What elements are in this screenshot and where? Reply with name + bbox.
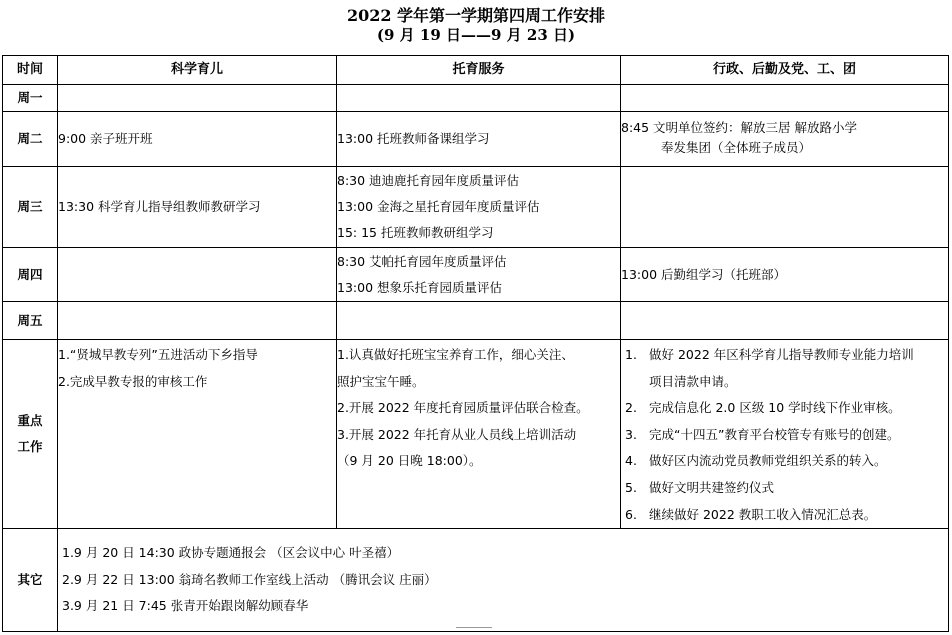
row-key-work	[3, 340, 949, 529]
entry: 奉发集团（全体班子成员）	[661, 140, 812, 155]
friday-science-cell	[58, 302, 337, 340]
entry: 13:30 科学育儿指导组教师教研学习	[58, 199, 261, 214]
day-label-monday: 周一	[3, 85, 58, 112]
list-text: 完成信息化 2.0 区级 10 学时线下作业审核。	[649, 400, 901, 416]
row-wednesday	[3, 167, 949, 248]
admin-list-item	[621, 342, 948, 369]
row-monday	[3, 85, 949, 112]
list-text: 做好 2022 年区科学育儿指导教师专业能力培训	[649, 347, 914, 362]
day-label-friday: 周五	[3, 302, 58, 340]
row-other	[3, 529, 949, 632]
list-text: 继续做好 2022 教职工收入情况汇总表。	[649, 506, 877, 522]
wednesday-science-cell	[58, 167, 337, 248]
schedule-table	[2, 55, 949, 632]
key-work-label	[3, 340, 58, 529]
other-item: 2.9 月 22 日 13:00 翁琦名教师工作室线上活动 （腾讯会议 庄丽）	[62, 571, 437, 587]
monday-science-cell	[58, 85, 337, 112]
row-tuesday	[3, 112, 949, 167]
day-label-thursday: 周四	[3, 248, 58, 302]
key-work-care-cell	[337, 340, 621, 529]
key-work-science-cell	[58, 340, 337, 529]
key-work-item: 照护宝宝午睡。	[337, 373, 425, 389]
day-label-tuesday: 周二	[3, 112, 58, 167]
other-label: 其它	[3, 529, 58, 632]
row-friday	[3, 302, 949, 340]
tuesday-science-cell	[58, 112, 337, 167]
other-items-cell	[58, 529, 949, 632]
list-number: 3.	[625, 426, 637, 442]
header-row	[3, 56, 949, 85]
entry: 13:00 想象乐托育园质量评估	[337, 279, 502, 295]
wednesday-care-cell	[337, 167, 621, 248]
entry: 13:00 后勤组学习（托班部）	[621, 266, 786, 282]
entry: 13:00 托班教师备课组学习	[337, 131, 490, 146]
monday-care-cell	[337, 85, 621, 112]
admin-list-item	[621, 422, 948, 449]
page-subtitle: (9 月 19 日——9 月 23 日)	[376, 26, 576, 44]
list-number: 4.	[625, 453, 637, 469]
list-number: 1.	[625, 347, 637, 362]
page-title: 2022 学年第一学期第四周工作安排	[346, 6, 606, 25]
thursday-admin-cell	[621, 248, 949, 302]
entry: 13:00 金海之星托育园年度质量评估	[337, 199, 540, 214]
thursday-science-cell	[58, 248, 337, 302]
key-work-label-line-2: 工作	[17, 439, 43, 455]
entry: 15: 15 托班教师教研组学习	[337, 225, 494, 240]
col-header-care: 托育服务	[337, 56, 621, 85]
col-header-admin: 行政、后勤及党、工、团	[621, 56, 949, 85]
friday-admin-cell	[621, 302, 949, 340]
list-number: 6.	[625, 506, 637, 522]
tuesday-care-cell	[337, 112, 621, 167]
key-work-admin-cell	[621, 340, 949, 529]
entry: 9:00 亲子班开班	[58, 131, 153, 146]
key-work-item: 3.开展 2022 年托育从业人员线上培训活动	[337, 426, 577, 442]
list-number: 5.	[625, 479, 637, 495]
list-text-continuation: 项目清款申请。	[649, 373, 737, 389]
friday-care-cell	[337, 302, 621, 340]
key-work-item: 2.开展 2022 年度托育园质量评估联合检查。	[337, 400, 589, 416]
col-header-time: 时间	[3, 56, 58, 85]
col-header-science: 科学育儿	[58, 56, 337, 85]
other-item: 1.9 月 20 日 14:30 政协专题通报会 （区会议中心 叶圣禧）	[62, 545, 400, 561]
day-label-wednesday: 周三	[3, 167, 58, 248]
entry: 8:30 艾帕托育园年度质量评估	[337, 253, 507, 269]
entry: 8:45 文明单位签约：解放三居 解放路小学	[621, 120, 858, 135]
key-work-item: 2.完成早教专报的审核工作	[58, 373, 208, 389]
admin-list-item	[621, 395, 948, 422]
list-text: 做好文明共建签约仪式	[649, 479, 775, 495]
admin-list-item	[621, 448, 948, 475]
wednesday-admin-cell	[621, 167, 949, 248]
list-text: 做好区内流动党员教师党组织关系的转入。	[649, 453, 887, 469]
admin-list-item	[621, 475, 948, 502]
admin-list-item	[621, 502, 948, 529]
key-work-item: 1.“贤城早教专列”五进活动下乡指导	[58, 347, 258, 362]
key-work-item: 1.认真做好托班宝宝养育工作，细心关注、	[337, 347, 574, 362]
tuesday-admin-cell	[621, 112, 949, 167]
thursday-care-cell	[337, 248, 621, 302]
row-thursday	[3, 248, 949, 302]
other-item: 3.9 月 21 日 7:45 张青开始跟岗解幼顾春华	[62, 598, 309, 614]
key-work-label-line-1: 重点	[17, 413, 43, 429]
key-work-item: （9 月 20 日晚 18:00）。	[337, 453, 482, 469]
entry: 8:30 迪迪鹿托育园年度质量评估	[337, 173, 520, 188]
list-text: 完成“十四五”教育平台校管专有账号的创建。	[649, 426, 900, 442]
monday-admin-cell	[621, 85, 949, 112]
list-number: 2.	[625, 400, 637, 416]
title-block	[0, 6, 952, 45]
